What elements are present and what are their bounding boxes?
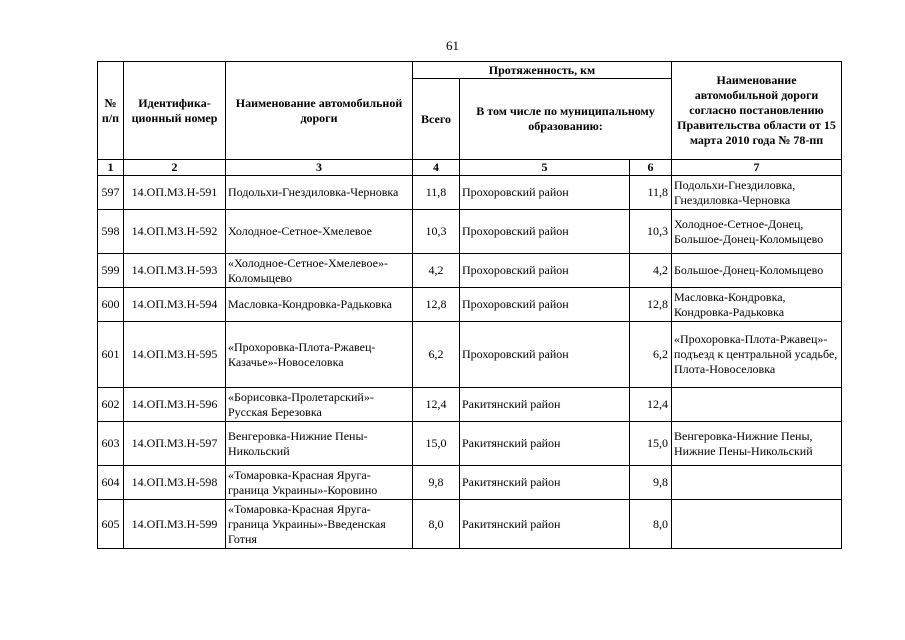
column-index: 2 [124,160,226,176]
column-index: 5 [460,160,630,176]
row-district: Ракитянский район [460,388,630,422]
row-district-length: 12,4 [630,388,672,422]
row-number: 600 [98,288,124,322]
row-resolution-name: Холодное-Сетное-Донец, Большое-Донец-Коломыцево [672,210,842,254]
row-number: 603 [98,422,124,466]
row-road-name: Венгеровка-Нижние Пены-Никольский [226,422,413,466]
row-id: 14.ОП.МЗ.Н-596 [124,388,226,422]
table-row [98,288,842,322]
page-number: 61 [446,38,459,53]
column-index: 1 [98,160,124,176]
row-id: 14.ОП.МЗ.Н-594 [124,288,226,322]
row-road-name: «Томаровка-Красная Яруга-граница Украины»-Коровино [226,466,413,500]
table-row [98,500,842,549]
row-district: Ракитянский район [460,466,630,500]
row-road-name: «Томаровка-Красная Яруга-граница Украины»-Введенская Готня [226,500,413,549]
header-id: Идентифика- ционный номер [124,62,226,160]
row-number: 598 [98,210,124,254]
row-number: 602 [98,388,124,422]
row-resolution-name: «Прохоровка-Плота-Ржавец»-подъезд к центральной усадьбе, Плота-Новоселовка [672,322,842,388]
table-row [98,322,842,388]
row-total-length: 15,0 [413,422,460,466]
table-row [98,422,842,466]
row-resolution-name [672,500,842,549]
header-length-group: Протяженность, км [413,62,672,79]
row-district-length: 4,2 [630,254,672,288]
row-district-length: 11,8 [630,176,672,210]
row-total-length: 10,3 [413,210,460,254]
column-index: 4 [413,160,460,176]
table-row [98,466,842,500]
row-total-length: 11,8 [413,176,460,210]
column-index-row [98,160,842,176]
row-district-length: 15,0 [630,422,672,466]
row-district-length: 9,8 [630,466,672,500]
header-resolution-name: Наименование автомобильной дороги согласно постановлению Правительства области от 15 марта 2010 года № 78-пп [672,62,842,160]
row-district-length: 6,2 [630,322,672,388]
row-district-length: 8,0 [630,500,672,549]
row-district-length: 12,8 [630,288,672,322]
row-id: 14.ОП.МЗ.Н-591 [124,176,226,210]
row-id: 14.ОП.МЗ.Н-598 [124,466,226,500]
row-district: Прохоровский район [460,322,630,388]
row-resolution-name: Большое-Донец-Коломыцево [672,254,842,288]
table-row [98,210,842,254]
row-road-name: Подольхи-Гнездиловка-Черновка [226,176,413,210]
row-resolution-name: Подольхи-Гнездиловка, Гнездиловка-Черновка [672,176,842,210]
row-number: 599 [98,254,124,288]
header-road-name: Наименование автомобильной дороги [226,62,413,160]
column-index: 7 [672,160,842,176]
row-resolution-name [672,388,842,422]
row-total-length: 12,8 [413,288,460,322]
row-id: 14.ОП.МЗ.Н-593 [124,254,226,288]
row-resolution-name: Венгеровка-Нижние Пены, Нижние Пены-Никольский [672,422,842,466]
row-district: Прохоровский район [460,254,630,288]
row-district: Ракитянский район [460,422,630,466]
header-number: № п/п [98,62,124,160]
row-district: Прохоровский район [460,176,630,210]
row-resolution-name: Масловка-Кондровка, Кондровка-Радьковка [672,288,842,322]
row-id: 14.ОП.МЗ.Н-599 [124,500,226,549]
row-road-name: «Холодное-Сетное-Хмелевое»-Коломыцево [226,254,413,288]
row-road-name: «Борисовка-Пролетарский»-Русская Березовка [226,388,413,422]
row-district: Прохоровский район [460,288,630,322]
row-district: Ракитянский район [460,500,630,549]
row-road-name: Масловка-Кондровка-Радьковка [226,288,413,322]
row-id: 14.ОП.МЗ.Н-595 [124,322,226,388]
row-road-name: «Прохоровка-Плота-Ржавец-Казачье»-Новоселовка [226,322,413,388]
row-id: 14.ОП.МЗ.Н-592 [124,210,226,254]
row-resolution-name [672,466,842,500]
table-row [98,388,842,422]
row-number: 597 [98,176,124,210]
table-row [98,254,842,288]
row-road-name: Холодное-Сетное-Хмелевое [226,210,413,254]
row-number: 605 [98,500,124,549]
column-index: 6 [630,160,672,176]
header-incl-municipal: В том числе по муниципальному образованию: [460,79,672,160]
row-id: 14.ОП.МЗ.Н-597 [124,422,226,466]
roads-table [97,61,842,549]
row-number: 604 [98,466,124,500]
column-index: 3 [226,160,413,176]
row-district: Прохоровский район [460,210,630,254]
table-row [98,176,842,210]
row-total-length: 6,2 [413,322,460,388]
header-total: Всего [413,79,460,160]
row-total-length: 9,8 [413,466,460,500]
row-district-length: 10,3 [630,210,672,254]
row-number: 601 [98,322,124,388]
row-total-length: 8,0 [413,500,460,549]
row-total-length: 12,4 [413,388,460,422]
row-total-length: 4,2 [413,254,460,288]
